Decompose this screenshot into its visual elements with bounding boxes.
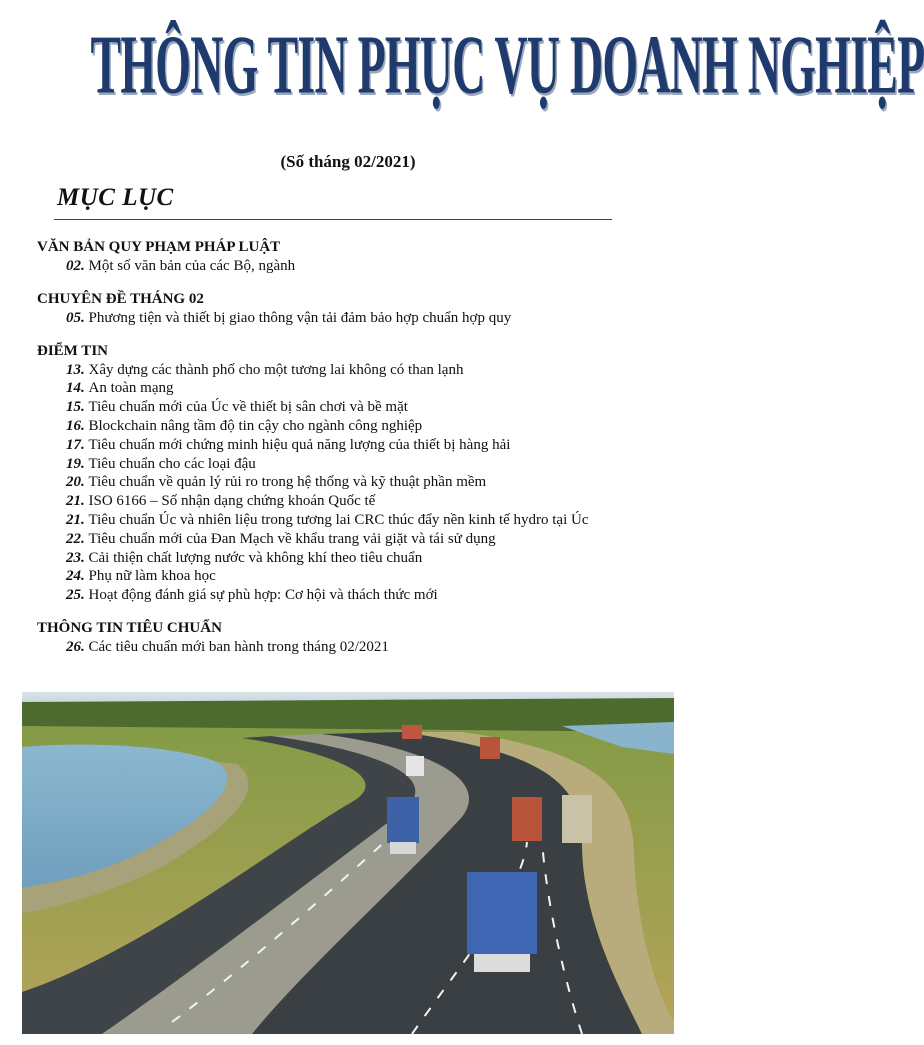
toc-entry[interactable]: 13. Xây dựng các thành phố cho một tương lai không có than lạnh [66, 361, 464, 378]
entry-page-number: 15 [66, 399, 81, 416]
entry-title: Tiêu chuẩn Úc và nhiên liệu trong tương lai CRC thúc đẩy nền kinh tế hydro tại Úc [88, 511, 589, 528]
entry-title: Blockchain nâng tầm độ tin cậy cho ngành công nghiệp [88, 417, 423, 434]
entry-title: Hoạt động đánh giá sự phù hợp: Cơ hội và thách thức mới [88, 587, 438, 604]
entry-title: Tiêu chuẩn mới chứng minh hiệu quả năng lượng của thiết bị hàng hải [88, 436, 511, 453]
toc-entry[interactable]: 21. Tiêu chuẩn Úc và nhiên liệu trong tương lai CRC thúc đẩy nền kinh tế hydro tại Úc [66, 511, 589, 528]
issue-number: (Số tháng 02/2021) [280, 152, 416, 171]
toc-section [37, 238, 677, 276]
entry-title: ISO 6166 – Số nhận dạng chứng khoán Quốc tế [88, 493, 376, 510]
entry-page-number: 17 [66, 436, 81, 453]
entry-title: Các tiêu chuẩn mới ban hành trong tháng 02/2021 [88, 638, 389, 655]
entry-page-number: 23 [66, 549, 81, 566]
section-heading: ĐIỂM TIN [37, 342, 108, 359]
toc-entry[interactable]: 23. Cải thiện chất lượng nước và không khí theo tiêu chuẩn [66, 549, 423, 566]
toc-entry[interactable]: 26. Các tiêu chuẩn mới ban hành trong tháng 02/2021 [66, 638, 389, 655]
entry-page-number: 16 [66, 417, 81, 434]
entry-title: An toàn mạng [88, 380, 174, 397]
toc-section [37, 342, 677, 605]
toc-entry[interactable]: 15. Tiêu chuẩn mới của Úc về thiết bị sân chơi và bề mặt [66, 399, 408, 416]
entry-page-number: 21 [66, 511, 81, 528]
masthead [0, 18, 924, 112]
entry-page-number: 14 [66, 380, 81, 397]
entry-title: Phụ nữ làm khoa học [88, 568, 216, 585]
section-heading: THÔNG TIN TIÊU CHUẨN [37, 619, 222, 636]
toc-entry[interactable]: 05. Phương tiện và thiết bị giao thông vận tải đảm bảo hợp chuẩn hợp quy [66, 309, 512, 326]
entry-page-number: 02 [66, 258, 81, 274]
publication-title: THÔNG TIN PHỤC VỤ DOANH NGHIỆP [90, 19, 924, 112]
entry-title: Tiêu chuẩn về quản lý rủi ro trong hệ thống và kỹ thuật phần mềm [88, 474, 487, 491]
entry-title: Một số văn bản của các Bộ, ngành [88, 258, 296, 274]
entry-page-number: 21 [66, 493, 81, 510]
toc-section [37, 619, 677, 657]
toc-entry[interactable]: 17. Tiêu chuẩn mới chứng minh hiệu quả năng lượng của thiết bị hàng hải [66, 436, 511, 453]
entry-title: Phương tiện và thiết bị giao thông vận tải đảm bảo hợp chuẩn hợp quy [88, 309, 512, 326]
toc-entry[interactable]: 21. ISO 6166 – Số nhận dạng chứng khoán Quốc tế [66, 493, 376, 510]
entry-title: Tiêu chuẩn cho các loại đậu [88, 455, 256, 472]
table-of-contents [37, 238, 677, 671]
entry-title: Tiêu chuẩn mới của Úc về thiết bị sân chơi và bề mặt [88, 399, 408, 416]
toc-entry[interactable]: 24. Phụ nữ làm khoa học [66, 568, 216, 585]
entry-title: Tiêu chuẩn mới của Đan Mạch về khẩu trang vải giặt và tái sử dụng [88, 530, 496, 547]
toc-entry[interactable]: 16. Blockchain nâng tầm độ tin cậy cho ngành công nghiệp [66, 417, 423, 434]
section-heading: VĂN BẢN QUY PHẠM PHÁP LUẬT [37, 239, 281, 255]
entry-page-number: 20 [66, 474, 81, 491]
section-heading: CHUYÊN ĐỀ THÁNG 02 [37, 290, 204, 307]
toc-entry[interactable]: 02. Một số văn bản của các Bộ, ngành [66, 258, 296, 274]
entry-title: Cải thiện chất lượng nước và không khí theo tiêu chuẩn [88, 549, 423, 566]
entry-page-number: 25 [66, 587, 81, 604]
entry-page-number: 22 [66, 530, 81, 547]
entry-title: Xây dựng các thành phố cho một tương lai không có than lạnh [88, 361, 464, 378]
entry-page-number: 24 [66, 568, 81, 585]
toc-entry[interactable]: 20. Tiêu chuẩn về quản lý rủi ro trong hệ thống và kỹ thuật phần mềm [66, 474, 487, 491]
entry-page-number: 05 [66, 309, 81, 326]
toc-entry[interactable]: 14. An toàn mạng [66, 380, 174, 397]
toc-divider [54, 219, 612, 220]
entry-page-number: 19 [66, 455, 81, 472]
toc-section [37, 290, 677, 328]
highway-photo [22, 692, 674, 1034]
entry-page-number: 13 [66, 361, 81, 378]
toc-entry[interactable]: 25. Hoạt động đánh giá sự phù hợp: Cơ hội và thách thức mới [66, 587, 438, 604]
toc-entry[interactable]: 22. Tiêu chuẩn mới của Đan Mạch về khẩu trang vải giặt và tái sử dụng [66, 530, 496, 547]
entry-page-number: 26 [66, 638, 81, 655]
toc-title: MỤC LỤC [57, 184, 174, 211]
toc-entry[interactable]: 19. Tiêu chuẩn cho các loại đậu [66, 455, 256, 472]
